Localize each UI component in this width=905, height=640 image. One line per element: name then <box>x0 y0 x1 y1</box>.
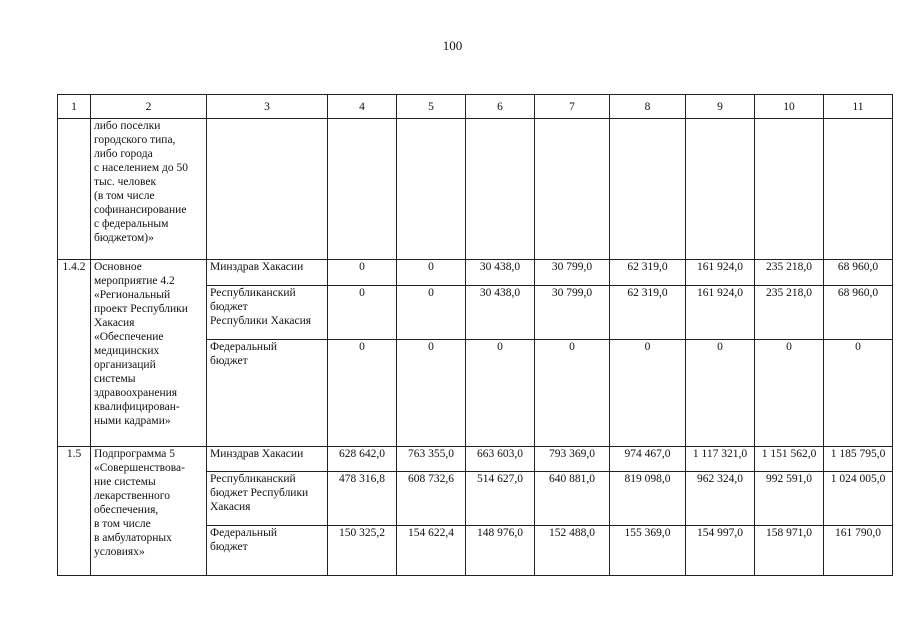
value-cell: 158 971,0 <box>755 526 824 576</box>
value-cell: 0 <box>397 340 466 447</box>
empty-cell <box>207 119 328 260</box>
header-cell: 9 <box>686 95 755 119</box>
name-line: тыс. человек <box>94 176 157 188</box>
funding-source-cell <box>207 526 328 576</box>
name-line: софинансирование <box>94 204 187 216</box>
value-cell: 0 <box>328 260 397 286</box>
value-cell: 0 <box>686 340 755 447</box>
source-line: Республиканский <box>210 287 296 299</box>
source-line: Федеральный <box>210 341 277 353</box>
source-line: Хакасия <box>210 501 251 513</box>
value-cell: 0 <box>466 340 535 447</box>
source-line: Федеральный <box>210 527 277 539</box>
source-line: Минздрав Хакасии <box>210 448 304 460</box>
value-cell: 154 997,0 <box>686 526 755 576</box>
table-row <box>58 447 893 472</box>
empty-cell <box>755 119 824 260</box>
name-line: с населением до 50 <box>94 162 188 174</box>
funding-source-cell <box>207 447 328 472</box>
value-cell: 974 467,0 <box>610 447 686 472</box>
value-cell: 663 603,0 <box>466 447 535 472</box>
name-line: медицинских <box>94 345 160 357</box>
page-number: 100 <box>442 38 463 53</box>
name-line: «Совершенствова- <box>94 462 185 474</box>
value-cell: 155 369,0 <box>610 526 686 576</box>
value-cell: 640 881,0 <box>535 472 610 526</box>
value-cell: 793 369,0 <box>535 447 610 472</box>
funding-source-cell <box>207 260 328 286</box>
value-cell: 161 924,0 <box>686 286 755 340</box>
name-line: ние системы <box>94 476 156 488</box>
name-line: Основное <box>94 261 142 273</box>
header-cell: 4 <box>328 95 397 119</box>
value-cell: 30 438,0 <box>466 286 535 340</box>
funding-source-cell <box>207 286 328 340</box>
header-cell: 1 <box>58 95 91 119</box>
code-cell <box>58 119 91 260</box>
name-line: городского типа, <box>94 134 176 146</box>
name-line: организаций <box>94 359 156 371</box>
measure-name-cell <box>91 447 207 576</box>
empty-cell <box>610 119 686 260</box>
name-line: ными кадрами» <box>94 415 171 427</box>
value-cell: 0 <box>328 340 397 447</box>
name-line: проект Республики <box>94 303 188 315</box>
empty-cell <box>466 119 535 260</box>
header-cell: 8 <box>610 95 686 119</box>
name-line: либо города <box>94 148 153 160</box>
empty-cell <box>328 119 397 260</box>
header-cell: 3 <box>207 95 328 119</box>
header-cell: 7 <box>535 95 610 119</box>
value-cell: 0 <box>755 340 824 447</box>
value-cell: 1 151 562,0 <box>755 447 824 472</box>
name-line: «Обеспечение <box>94 331 164 343</box>
empty-cell <box>535 119 610 260</box>
value-cell: 763 355,0 <box>397 447 466 472</box>
table-row <box>58 260 893 286</box>
name-line: условиях» <box>94 546 145 558</box>
value-cell: 235 218,0 <box>755 286 824 340</box>
value-cell: 235 218,0 <box>755 260 824 286</box>
name-line: либо поселки <box>94 120 161 132</box>
measure-name-cell <box>91 119 207 260</box>
header-cell: 11 <box>824 95 893 119</box>
header-cell: 10 <box>755 95 824 119</box>
empty-cell <box>824 119 893 260</box>
header-cell: 2 <box>91 95 207 119</box>
name-line: «Региональный <box>94 289 171 301</box>
value-cell: 1 185 795,0 <box>824 447 893 472</box>
value-cell: 992 591,0 <box>755 472 824 526</box>
value-cell: 628 642,0 <box>328 447 397 472</box>
header-cell: 5 <box>397 95 466 119</box>
name-line: бюджетом)» <box>94 232 154 244</box>
value-cell: 62 319,0 <box>610 260 686 286</box>
value-cell: 0 <box>610 340 686 447</box>
value-cell: 0 <box>328 286 397 340</box>
name-line: в том числе <box>94 518 151 530</box>
value-cell: 150 325,2 <box>328 526 397 576</box>
value-cell: 30 799,0 <box>535 260 610 286</box>
name-line: с федеральным <box>94 218 169 230</box>
value-cell: 30 438,0 <box>466 260 535 286</box>
source-line: бюджет <box>210 355 248 367</box>
value-cell: 0 <box>397 260 466 286</box>
name-line: в амбулаторных <box>94 532 172 544</box>
source-line: Республики Хакасия <box>210 315 312 327</box>
value-cell: 148 976,0 <box>466 526 535 576</box>
value-cell: 62 319,0 <box>610 286 686 340</box>
measure-name-cell <box>91 260 207 447</box>
value-cell: 514 627,0 <box>466 472 535 526</box>
value-cell: 962 324,0 <box>686 472 755 526</box>
value-cell: 1 024 005,0 <box>824 472 893 526</box>
value-cell: 0 <box>824 340 893 447</box>
value-cell: 0 <box>397 286 466 340</box>
value-cell: 30 799,0 <box>535 286 610 340</box>
value-cell: 1 117 321,0 <box>686 447 755 472</box>
funding-source-cell <box>207 340 328 447</box>
value-cell: 68 960,0 <box>824 260 893 286</box>
value-cell: 478 316,8 <box>328 472 397 526</box>
name-line: лекарственного <box>94 490 170 502</box>
source-line: Минздрав Хакасии <box>210 261 304 273</box>
name-line: здравоохранения <box>94 387 178 399</box>
name-line: системы <box>94 373 136 385</box>
name-line: (в том числе <box>94 190 155 202</box>
continuation-row <box>58 119 893 260</box>
source-line: бюджет <box>210 541 248 553</box>
name-line: мероприятие 4.2 <box>94 275 175 287</box>
value-cell: 819 098,0 <box>610 472 686 526</box>
item-code: 1.4.2 <box>58 260 91 447</box>
header-row <box>58 95 893 119</box>
value-cell: 161 790,0 <box>824 526 893 576</box>
name-line: Хакасия <box>94 317 135 329</box>
name-line: Подпрограмма 5 <box>94 448 176 460</box>
funding-source-cell <box>207 472 328 526</box>
name-line: квалифицирован- <box>94 401 180 413</box>
header-cell: 6 <box>466 95 535 119</box>
name-line: обеспечения, <box>94 504 159 516</box>
empty-cell <box>686 119 755 260</box>
value-cell: 161 924,0 <box>686 260 755 286</box>
budget-table <box>57 94 893 576</box>
value-cell: 152 488,0 <box>535 526 610 576</box>
value-cell: 608 732,6 <box>397 472 466 526</box>
source-line: бюджет <box>210 301 248 313</box>
value-cell: 0 <box>535 340 610 447</box>
item-code: 1.5 <box>58 447 91 576</box>
value-cell: 68 960,0 <box>824 286 893 340</box>
value-cell: 154 622,4 <box>397 526 466 576</box>
source-line: бюджет Республики <box>210 487 309 499</box>
empty-cell <box>397 119 466 260</box>
source-line: Республиканский <box>210 473 296 485</box>
